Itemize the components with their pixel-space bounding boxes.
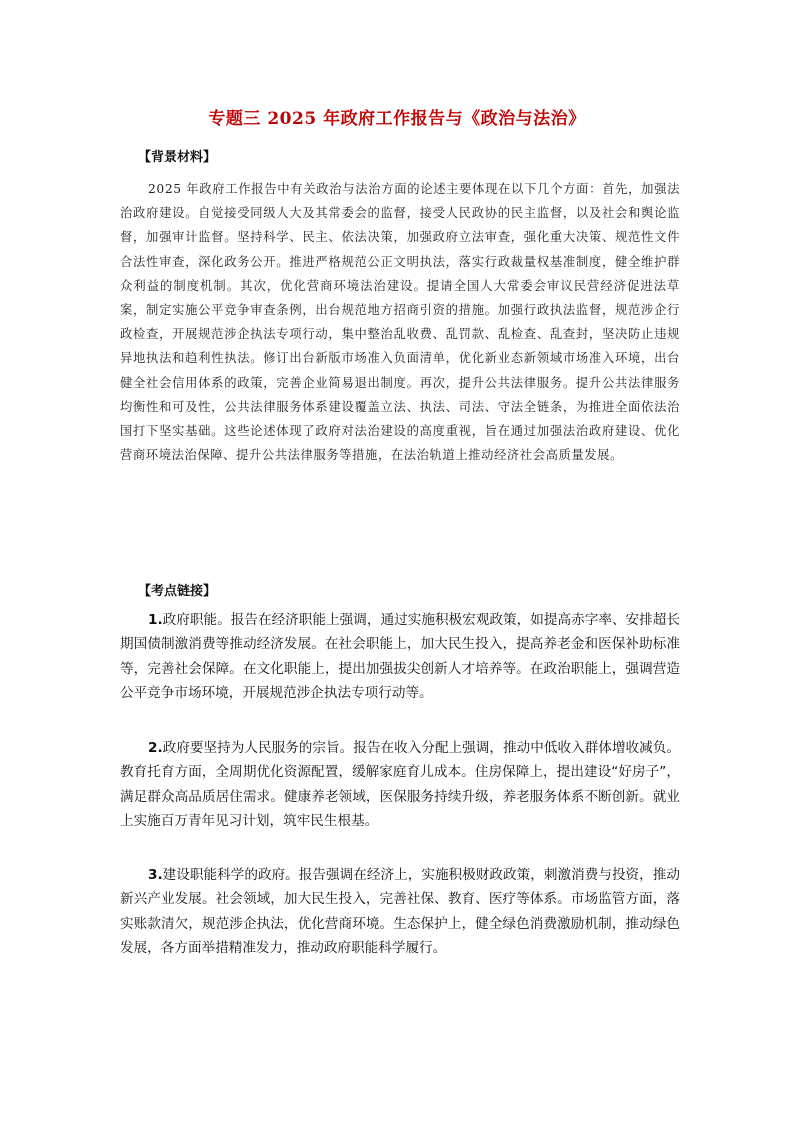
keypoint-paragraph-3: [120, 863, 680, 961]
keypoints-heading: 【考点链接】: [138, 584, 217, 599]
keypoint-number: 1.: [148, 612, 163, 628]
keypoint-text: 政府职能。报告在经济职能上强调，通过实施积极宏观政策，如提高赤字率、安排超长期国债制激消费等推动经济发展。在社会职能上，加大民生投入，提高养老金和医保补助标准等，完善社会保障。在文化职能上，提出加强拔尖创新人才培养等。在政治职能上，强调营造公平竞争市场环境，开展规范涉企执法专项行动等。: [120, 612, 680, 702]
background-heading: 【背景材料】: [138, 150, 217, 165]
keypoint-number: 2.: [148, 740, 163, 756]
keypoint-paragraph-2: [120, 736, 680, 834]
background-text: 2025 年政府工作报告中有关政治与法治方面的论述主要体现在以下几个方面：首先，加强法治政府建设。自觉接受同级人大及其常委会的监督，接受人民政协的民主监督，以及社会和舆论监督，加强审计监督。坚持科学、民主、依法决策，加强政府立法审查，强化重大决策、规范性文件合法性审查，深化政务公开。推进严格规范公正文明执法，落实行政裁量权基准制度，健全维护群众利益的制度机制。其次，优化营商环境法治建设。提请全国人大常委会审议民营经济促进法草案，制定实施公平竞争审查条例，出台规范地方招商引资的措施。加强行政执法监督，规范涉企行政检查，开展规范涉企执法专项行动，集中整治乱收费、乱罚款、乱检查、乱查封，坚决防止违规异地执法和趋利性执法。修订出台新版市场准入负面清单，优化新业态新领域市场准入环境，出台健全社会信用体系的政策，完善企业简易退出制度。再次，提升公共法律服务。提升公共法律服务均衡性和可及性，公共法律服务体系建设覆盖立法、执法、司法、守法全链条，为推进全面依法治国打下坚实基础。这些论述体现了政府对法治建设的高度重视，旨在通过加强法治政府建设、优化营商环境法治保障、提升公共法律服务等措施，在法治轨道上推动经济社会高质量发展。: [120, 182, 680, 463]
keypoint-text: 建设职能科学的政府。报告强调在经济上，实施积极财政政策，刺激消费与投资，推动新兴产业发展。社会领域，加大民生投入，完善社保、教育、医疗等体系。市场监管方面，落实账款清欠，规范涉企执法，优化营商环境。生态保护上，健全绿色消费激励机制，推动绿色发展，各方面举措精准发力，推动政府职能科学履行。: [120, 867, 680, 957]
keypoint-text: 政府要坚持为人民服务的宗旨。报告在收入分配上强调，推动中低收入群体增收减负。教育托育方面，全周期优化资源配置，缓解家庭育儿成本。住房保障上，提出建设“好房子”，满足群众高品质居住需求。健康养老领域，医保服务持续升级，养老服务体系不断创新。就业上实施百万青年见习计划，筑牢民生根基。: [120, 740, 680, 830]
keypoint-paragraph-1: [120, 608, 680, 706]
keypoint-number: 3.: [148, 867, 163, 883]
document-title: 专题三 2025 年政府工作报告与《政治与法治》: [208, 109, 586, 129]
background-paragraph: [120, 177, 680, 467]
